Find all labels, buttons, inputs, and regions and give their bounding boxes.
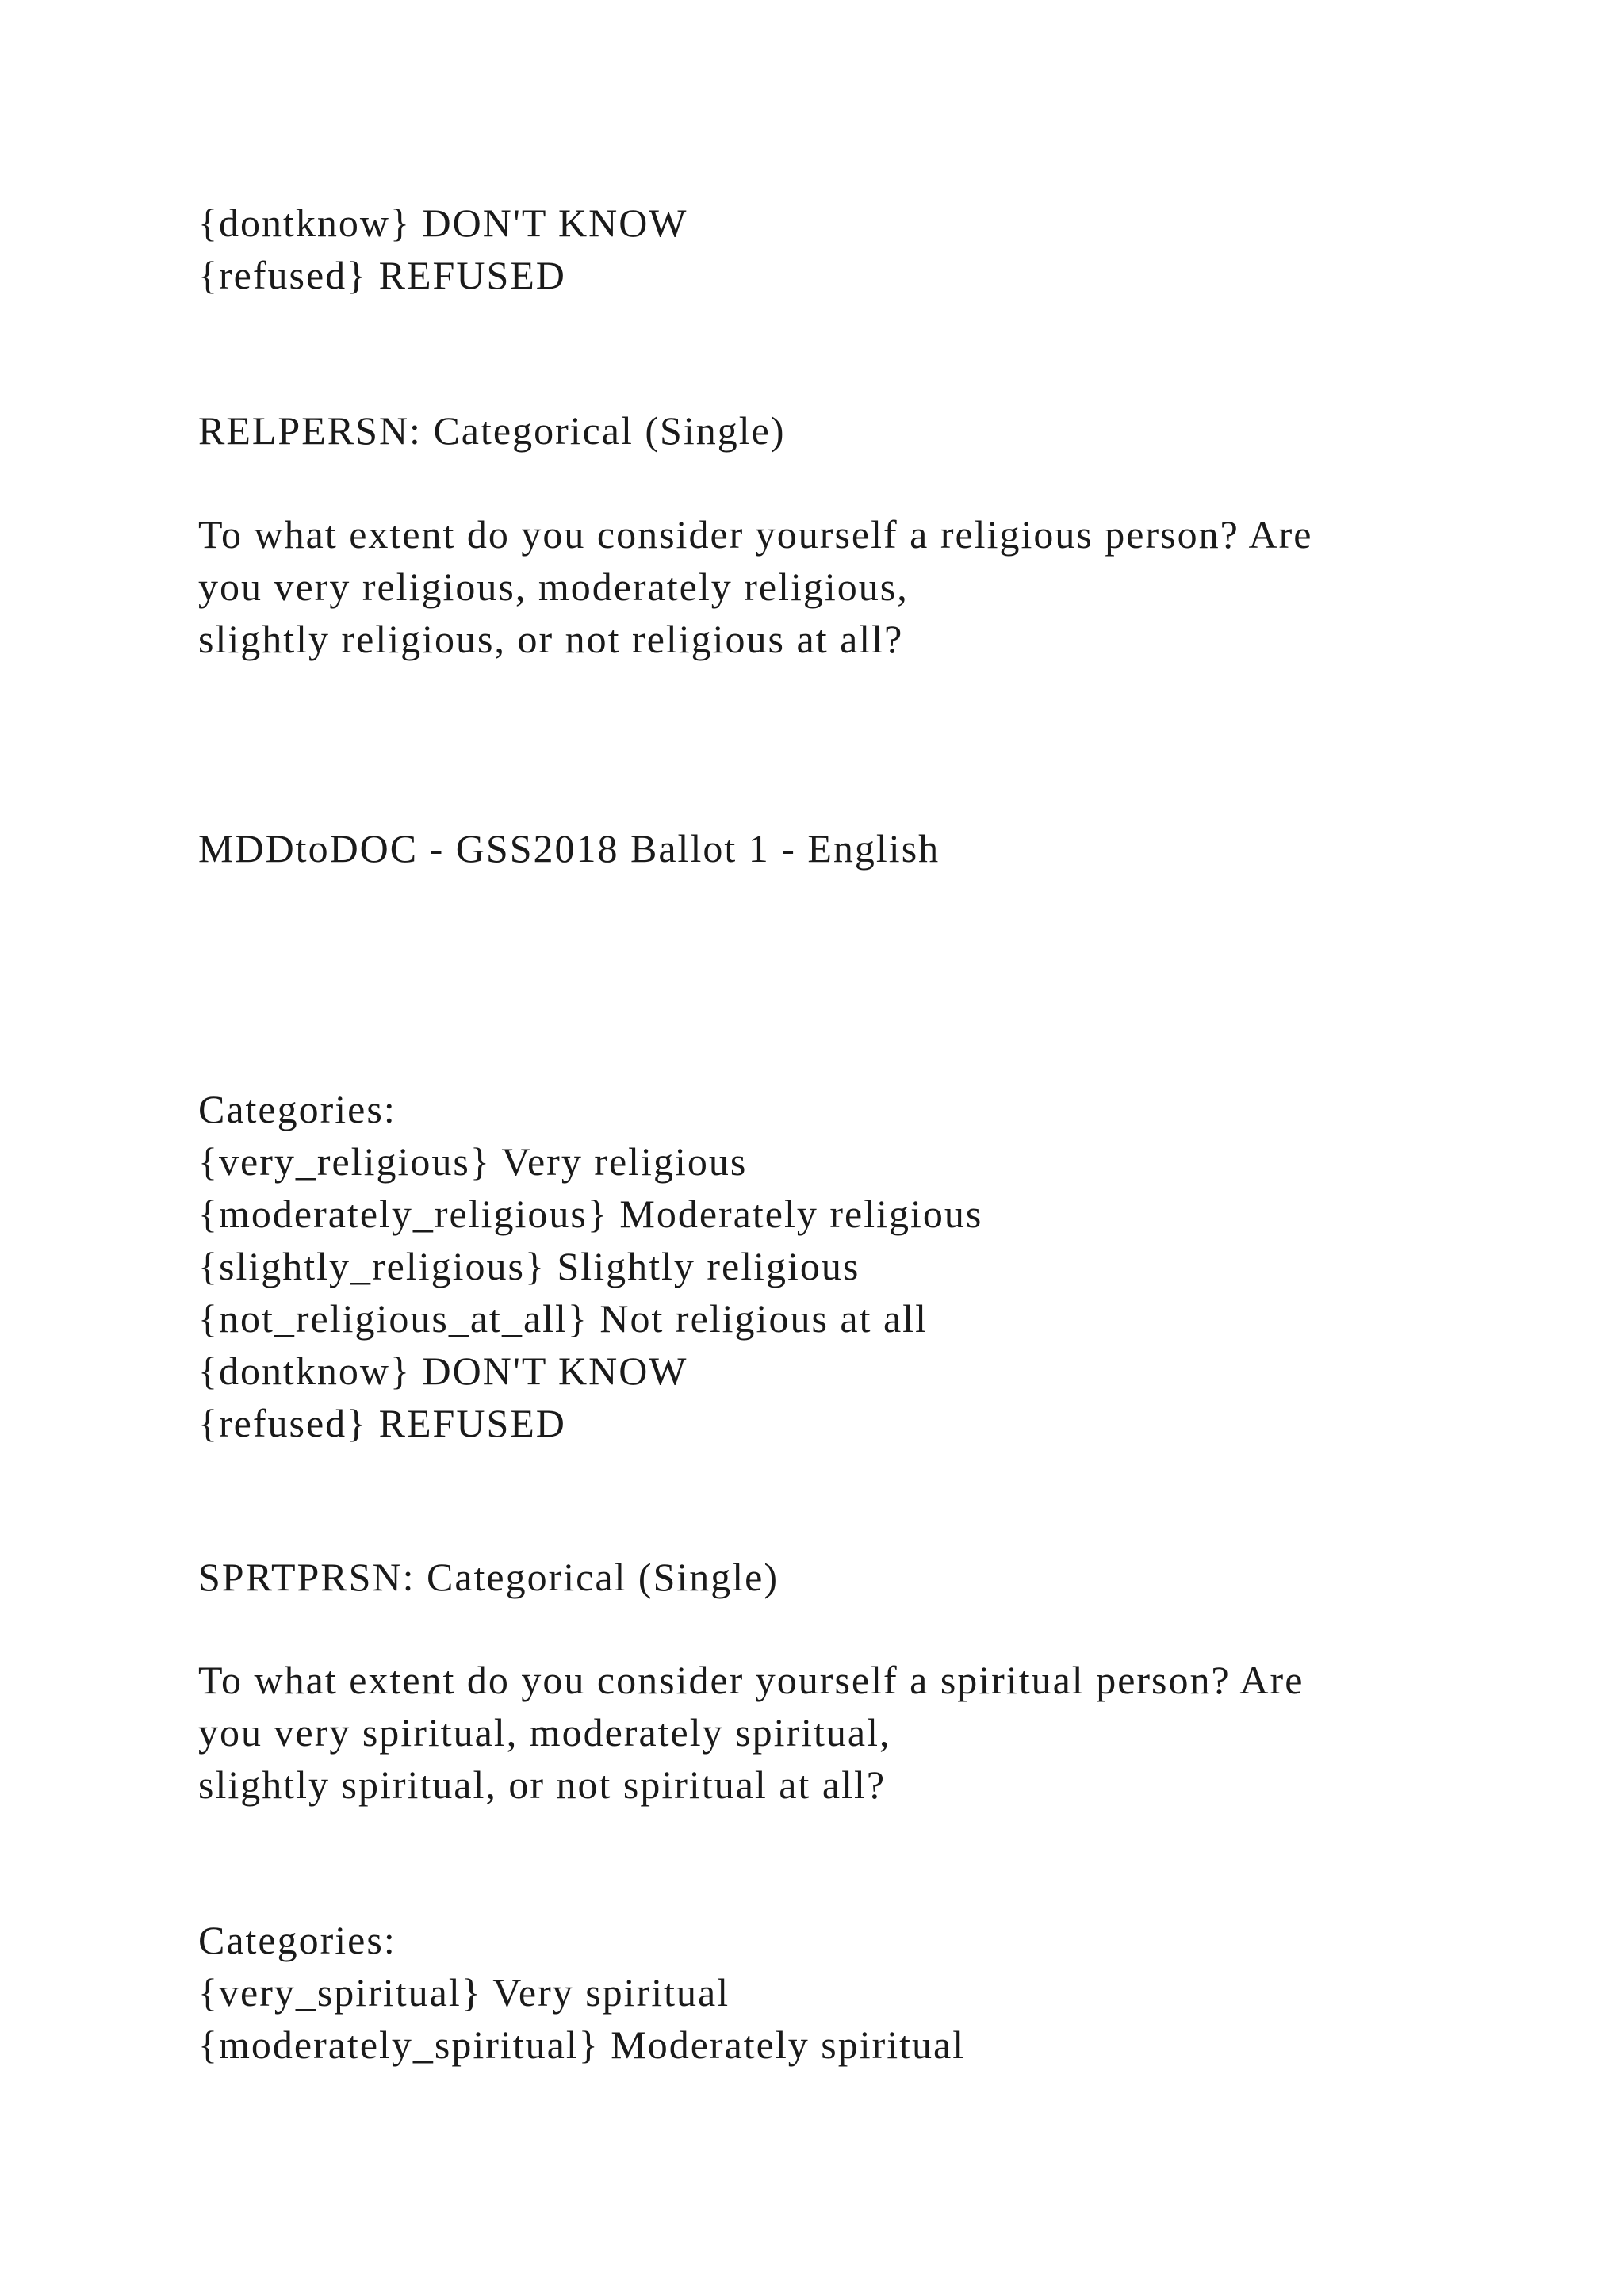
question-line: you very spiritual, moderately spiritual, (198, 1710, 891, 1755)
category-very-religious: {very_religious} Very religious (198, 1139, 748, 1184)
relpersn-header: RELPERSN: Categorical (Single) (198, 408, 786, 453)
question-line: slightly religious, or not religious at all? (198, 617, 904, 661)
categories-label: Categories: (198, 1087, 396, 1131)
document-footer: MDDtoDOC - GSS2018 Ballot 1 - English (198, 826, 940, 871)
relpersn-categories (198, 1083, 982, 1449)
question-line: To what extent do you consider yourself a spiritual person? Are (198, 1658, 1304, 1702)
question-line: To what extent do you consider yourself a religious person? Are (198, 512, 1313, 557)
categories-label: Categories: (198, 1918, 396, 1962)
sprtprsn-categories (198, 1914, 965, 2071)
top-categories-list (198, 197, 688, 301)
question-line: you very religious, moderately religious, (198, 564, 909, 609)
category-not-religious-at-all: {not_religious_at_all} Not religious at all (198, 1296, 928, 1341)
sprtprsn-header: SPRTPRSN: Categorical (Single) (198, 1555, 779, 1599)
category-very-spiritual: {very_spiritual} Very spiritual (198, 1970, 730, 2015)
sprtprsn-question (198, 1654, 1304, 1811)
category-refused: {refused} REFUSED (198, 253, 566, 297)
category-dontknow: {dontknow} DON'T KNOW (198, 1349, 688, 1393)
category-moderately-spiritual: {moderately_spiritual} Moderately spiritual (198, 2022, 966, 2067)
question-line: slightly spiritual, or not spiritual at all? (198, 1762, 887, 1807)
relpersn-question (198, 508, 1313, 665)
category-slightly-religious: {slightly_religious} Slightly religious (198, 1244, 860, 1288)
category-refused: {refused} REFUSED (198, 1401, 566, 1445)
category-dontknow: {dontknow} DON'T KNOW (198, 201, 688, 245)
category-moderately-religious: {moderately_religious} Moderately religious (198, 1192, 983, 1236)
